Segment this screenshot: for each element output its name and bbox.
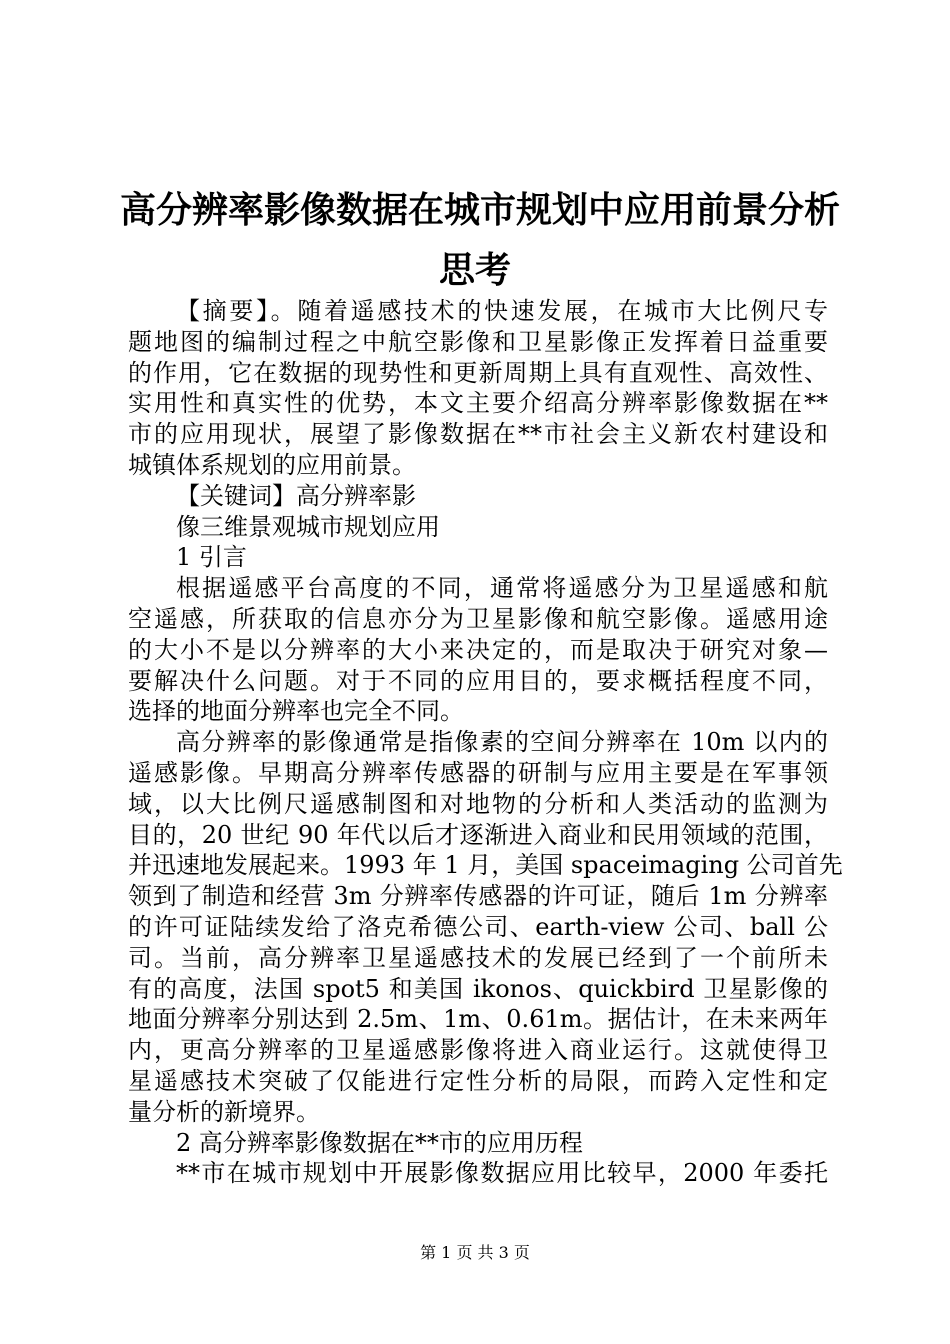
text-line: 2 高分辨率影像数据在**市的应用历程 xyxy=(176,1128,583,1157)
text-line: 司。当前，高分辨率卫星遥感技术的发展已经到了一个前所未 xyxy=(128,943,828,972)
text-line: 选择的地面分辨率也完全不同。 xyxy=(128,697,464,726)
text-line: 根据遥感平台高度的不同，通常将遥感分为卫星遥感和航 xyxy=(176,574,828,603)
text-line: 内，更高分辨率的卫星遥感影像将进入商业运行。这就使得卫 xyxy=(128,1036,828,1065)
text-line: 实用性和真实性的优势，本文主要介绍高分辨率影像数据在** xyxy=(128,389,828,418)
text-line: 高分辨率的影像通常是指像素的空间分辨率在 10m 以内的 xyxy=(176,728,828,757)
page-footer: 第 1 页 共 3 页 xyxy=(420,1243,530,1262)
text-line: 量分析的新境界。 xyxy=(128,1097,320,1126)
document-body xyxy=(128,296,843,1189)
text-line: 地面分辨率分别达到 2.5m、1m、0.61m。据估计，在未来两年 xyxy=(128,1005,828,1034)
text-line: 城镇体系规划的应用前景。 xyxy=(128,450,416,479)
text-line: 遥感影像。早期高分辨率传感器的研制与应用主要是在军事领 xyxy=(128,758,828,787)
text-line: 像三维景观城市规划应用 xyxy=(176,512,440,541)
text-line: 并迅速地发展起来。1993 年 1 月，美国 spaceimaging 公司首先 xyxy=(128,851,843,880)
text-line: 的作用，它在数据的现势性和更新周期上具有直观性、高效性、 xyxy=(128,358,828,387)
text-line: 【关键词】高分辨率影 xyxy=(176,481,416,510)
text-line: 1 引言 xyxy=(176,543,247,572)
text-line: 【摘要】。随着遥感技术的快速发展，在城市大比例尺专 xyxy=(176,297,828,325)
text-line: 要解决什么问题。对于不同的应用目的，要求概括程度不同， xyxy=(128,666,828,695)
text-line: 题地图的编制过程之中航空影像和卫星影像正发挥着日益重要 xyxy=(128,327,828,356)
document-title-line-2: 思考 xyxy=(438,249,511,291)
text-line: 市的应用现状，展望了影像数据在**市社会主义新农村建设和 xyxy=(128,420,828,449)
text-line: 有的高度，法国 spot5 和美国 ikonos、quickbird 卫星影像的 xyxy=(128,974,828,1003)
document-title-line-1: 高分辨率影像数据在城市规划中应用前景分析 xyxy=(120,189,841,231)
text-line: 域，以大比例尺遥感制图和对地物的分析和人类活动的监测为 xyxy=(128,789,828,818)
text-line: 的大小不是以分辨率的大小来决定的，而是取决于研究对象— xyxy=(128,635,828,664)
text-line: 领到了制造和经营 3m 分辨率传感器的许可证，随后 1m 分辨率 xyxy=(128,882,828,911)
text-line: 星遥感技术突破了仅能进行定性分析的局限，而跨入定性和定 xyxy=(128,1066,828,1095)
text-line: **市在城市规划中开展影像数据应用比较早，2000 年委托 xyxy=(176,1159,828,1188)
text-line: 目的，20 世纪 90 年代以后才逐渐进入商业和民用领域的范围， xyxy=(128,820,828,849)
text-line: 的许可证陆续发给了洛克希德公司、earth-view 公司、ball 公 xyxy=(128,912,828,941)
text-line: 空遥感，所获取的信息亦分为卫星影像和航空影像。遥感用途 xyxy=(128,604,828,633)
